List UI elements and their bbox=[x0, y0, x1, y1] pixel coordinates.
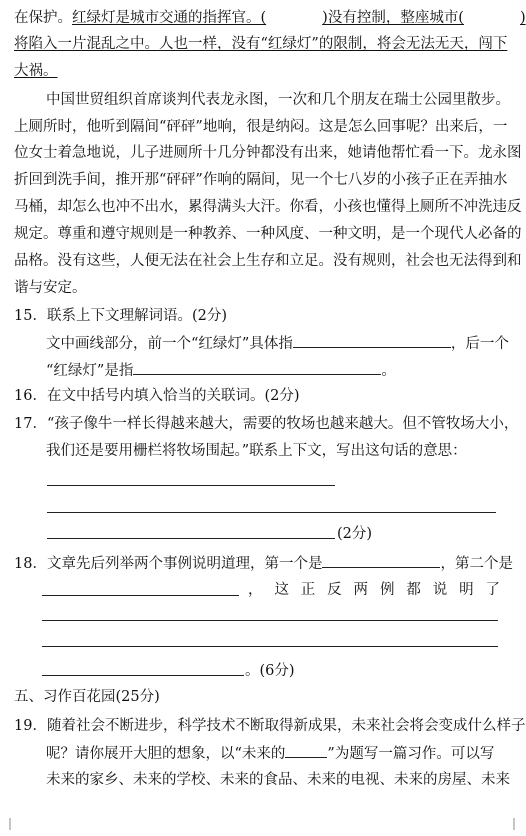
para2-line: 谐与安定。 bbox=[14, 280, 87, 296]
q17-score: (2分) bbox=[337, 526, 373, 542]
q18-line2: ，这正反两例都说明了 bbox=[248, 582, 500, 598]
underlined-sentence bbox=[72, 10, 526, 26]
crop-mark-bottom-right bbox=[512, 818, 522, 832]
q18-score: 。(6分) bbox=[245, 663, 295, 679]
q18-text: ，第二个是 bbox=[440, 556, 513, 572]
crop-mark-bottom-left bbox=[2, 818, 12, 832]
para2-line: 中国世贸组织首席谈判代表龙永图，一次和几个朋友在瑞士公园里散步。 bbox=[46, 92, 510, 108]
q15-text: “红绿灯”是指 bbox=[46, 363, 134, 379]
q19-text: ”为题写一篇习作。可以写 bbox=[327, 746, 495, 762]
q18-answer-line-4[interactable] bbox=[42, 646, 498, 647]
q17-answer-line-2[interactable] bbox=[47, 512, 496, 513]
underlined-text: )没有控制，整座城市( bbox=[322, 10, 464, 26]
q18-answer-blank-1[interactable] bbox=[322, 553, 440, 568]
q18-line1 bbox=[14, 553, 513, 574]
para2-line: 马桶，却怎么也冲不出水，累得满头大汗。你看，小孩也懂得上厕所不冲洗违反 bbox=[14, 199, 522, 215]
para2-line: 上厕所时，他听到隔间“砰砰”地响，很是纳闷。这是怎么回事呢？出来后，一 bbox=[14, 119, 508, 135]
q15-text: 。 bbox=[381, 363, 396, 379]
q19-line2 bbox=[46, 743, 494, 764]
q15-answer-blank-2[interactable] bbox=[133, 360, 381, 375]
q17-answer-line-3[interactable] bbox=[47, 538, 335, 539]
para1-line3: 大祸。 bbox=[14, 63, 58, 79]
q19-line1: 19．随着社会不断进步，科学技术不断取得新成果，未来社会将会变成什么样子 bbox=[14, 718, 526, 734]
q18-answer-line-3[interactable] bbox=[42, 620, 498, 621]
q15-line1 bbox=[46, 333, 509, 354]
q17-answer-line-1[interactable] bbox=[47, 485, 335, 486]
para2-line: 规定。尊重和遵守规则是一种教养、一种风度、一种文明，是一个现代人必备的 bbox=[14, 226, 522, 242]
q15-line2 bbox=[46, 360, 396, 381]
para2-line: 折回到洗手间，推开那“砰砰”作响的隔间，见一个七八岁的小孩子正在弄抽水 bbox=[14, 172, 508, 188]
para1-text: 在保护。 bbox=[14, 10, 72, 26]
para2-line: 位女士着急地说，儿子进厕所十几分钟都没有出来，她请他帮忙看一下。龙永图 bbox=[14, 145, 522, 161]
para1-line1 bbox=[14, 8, 526, 28]
underlined-text: 红绿灯是城市交通的指挥官。( bbox=[72, 10, 267, 26]
q19-title-blank[interactable] bbox=[285, 743, 327, 758]
q17-line2: 我们还是要用栅栏将牧场围起。”联系上下文，写出这句话的意思： bbox=[46, 443, 467, 459]
q18-answer-line-5[interactable] bbox=[42, 675, 244, 676]
q16-title: 16．在文中括号内填入恰当的关联词。(2分) bbox=[14, 388, 300, 404]
section5-title: 五、习作百花园(25分) bbox=[14, 689, 160, 705]
q19-line3: 未来的家乡、未来的学校、未来的食品、未来的电视、未来的房屋、未来 bbox=[46, 772, 510, 788]
q17-line1: 17．“孩子像牛一样长得越来越大，需要的牧场也越来越大。但不管牧场大小， bbox=[14, 416, 519, 432]
q15-answer-blank-1[interactable] bbox=[293, 333, 451, 348]
para2-line: 品格。没有这些，人便无法在社会上生存和立足。没有规则，社会也无法得到和 bbox=[14, 253, 522, 269]
q18-answer-blank-2[interactable] bbox=[42, 595, 239, 596]
underlined-text: ) bbox=[519, 10, 526, 26]
q15-text: 文中画线部分，前一个“红绿灯”具体指 bbox=[46, 336, 293, 352]
q15-title: 15．联系上下文理解词语。(2分) bbox=[14, 308, 227, 324]
q19-text: 呢？请你展开大胆的想象，以“未来的 bbox=[46, 746, 286, 762]
para1-line2: 将陷入一片混乱之中。人也一样，没有“红绿灯”的限制，将会无法无天，闯下 bbox=[14, 36, 508, 52]
q15-text: ，后一个 bbox=[450, 336, 509, 352]
q18-text: 18．文章先后列举两个事例说明道理，第一个是 bbox=[14, 556, 323, 572]
